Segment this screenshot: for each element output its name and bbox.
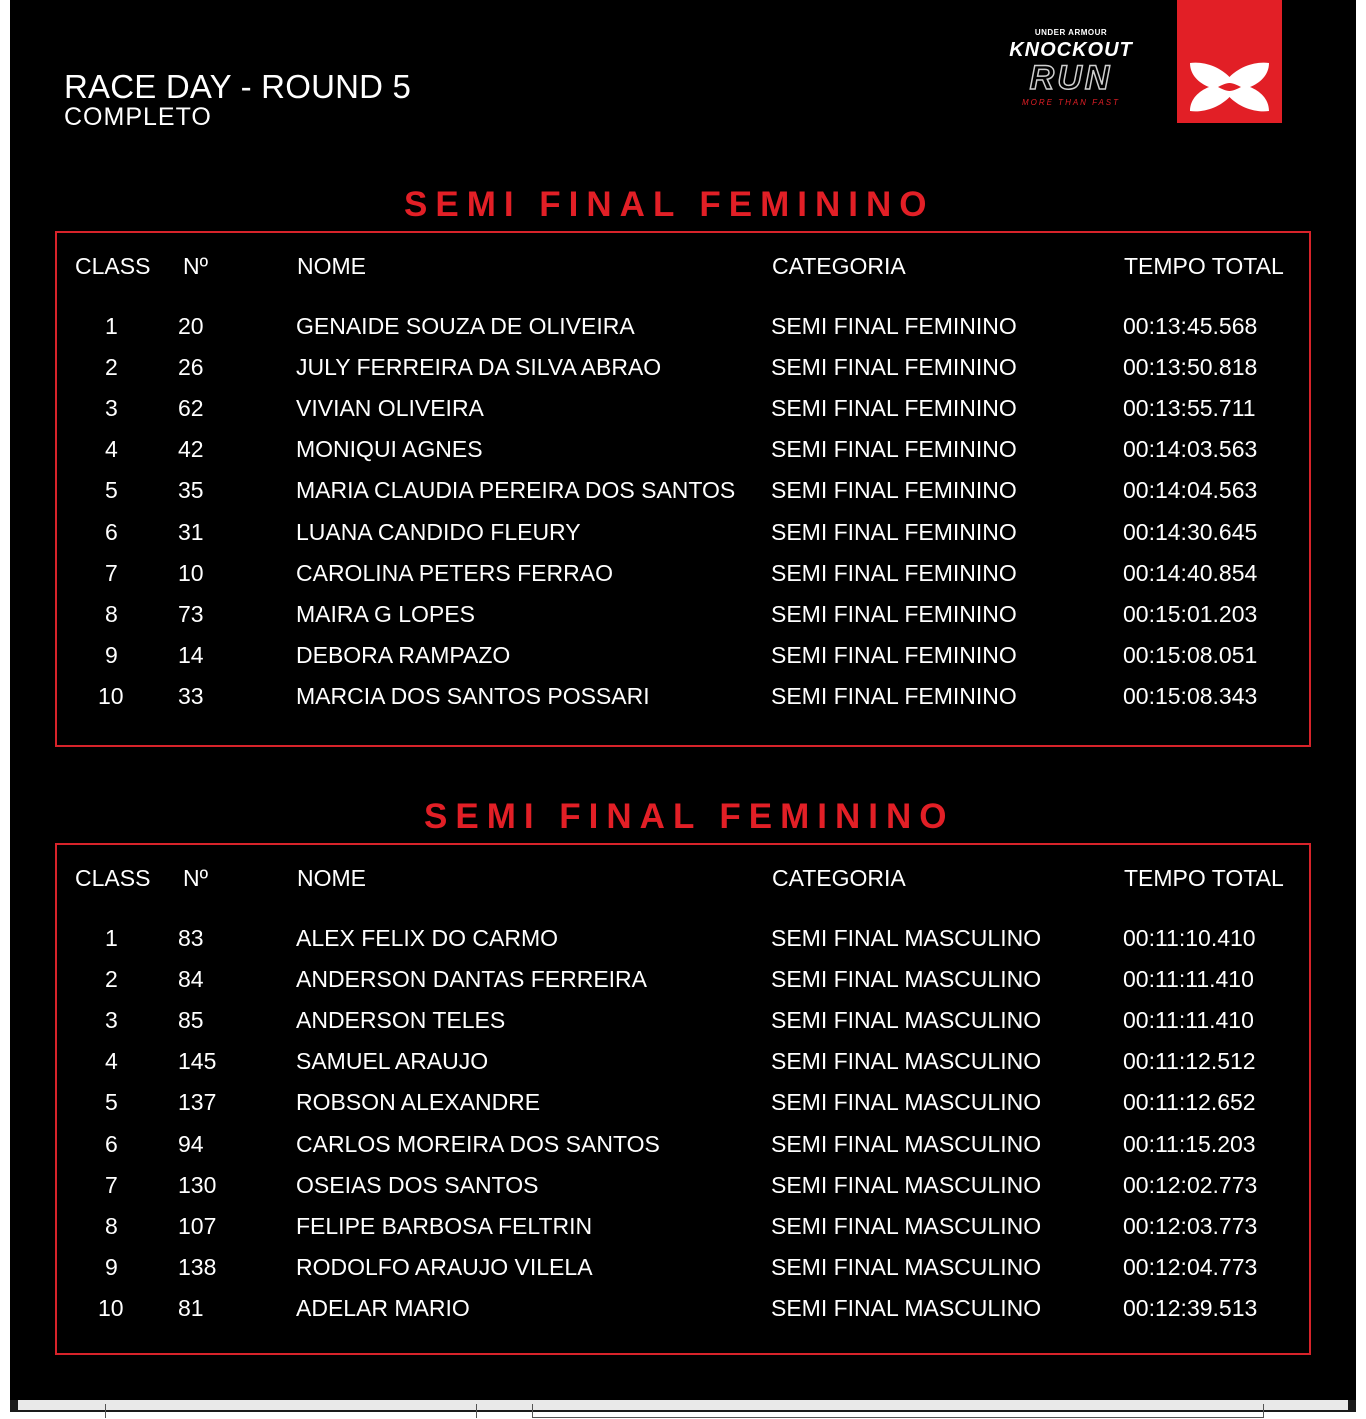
cell-name: VIVIAN OLIVEIRA	[296, 395, 484, 422]
cell-pos: 9	[105, 1253, 118, 1280]
logo-brand-line2: RUN	[1029, 59, 1113, 97]
column-header-time: TEMPO TOTAL	[1124, 865, 1284, 891]
cell-num: 35	[178, 477, 204, 504]
logo-brand-small: UNDER ARMOUR	[1034, 28, 1108, 37]
table-row	[57, 560, 1309, 601]
cell-category: SEMI FINAL MASCULINO	[771, 1171, 1042, 1198]
cell-num: 20	[178, 313, 204, 339]
cell-pos: 2	[105, 354, 118, 381]
cell-time: 00:12:02.773	[1123, 1171, 1258, 1198]
cell-num: 137	[178, 1089, 217, 1116]
cell-category: SEMI FINAL FEMININO	[771, 436, 1017, 463]
cell-pos: 1	[105, 313, 118, 339]
under-armour-logo-icon	[1188, 61, 1271, 113]
cell-time: 00:11:12.652	[1123, 1089, 1256, 1116]
cell-category: SEMI FINAL FEMININO	[771, 559, 1017, 586]
cell-category: SEMI FINAL MASCULINO	[771, 925, 1042, 951]
cell-num: 31	[178, 518, 204, 545]
cell-category: SEMI FINAL FEMININO	[771, 354, 1017, 381]
cell-pos: 8	[105, 1212, 118, 1239]
cell-pos: 5	[105, 477, 118, 504]
cell-time: 00:14:04.563	[1123, 477, 1258, 504]
cell-time: 00:15:08.051	[1123, 641, 1258, 668]
cell-num: 81	[178, 1294, 204, 1321]
cell-category: SEMI FINAL MASCULINO	[771, 1253, 1042, 1280]
section-title: SEMI FINAL FEMININO	[404, 185, 935, 224]
table-row	[57, 395, 1309, 436]
column-header-category: CATEGORIA	[772, 253, 906, 279]
cell-num: 85	[178, 1007, 204, 1034]
cell-num: 138	[178, 1253, 217, 1280]
column-header-class: CLASS	[75, 865, 151, 891]
cell-num: 10	[178, 559, 204, 586]
cell-time: 00:12:04.773	[1123, 1253, 1258, 1280]
cell-name: OSEIAS DOS SANTOS	[296, 1171, 539, 1198]
table-row	[57, 1048, 1309, 1089]
table-row	[57, 354, 1309, 395]
cell-time: 00:14:30.645	[1123, 518, 1258, 545]
table-row	[57, 436, 1309, 477]
cell-num: 84	[178, 966, 204, 993]
cell-time: 00:14:03.563	[1123, 436, 1258, 463]
table-row	[57, 1213, 1309, 1254]
cell-category: SEMI FINAL MASCULINO	[771, 1130, 1042, 1157]
section-title: SEMI FINAL FEMININO	[424, 797, 955, 836]
cell-name: MARCIA DOS SANTOS POSSARI	[296, 682, 650, 709]
page-title: RACE DAY - ROUND 5	[64, 68, 412, 105]
cell-name: MAIRA G LOPES	[296, 600, 475, 627]
cell-num: 62	[178, 395, 204, 422]
under-armour-logo-box	[1177, 0, 1282, 123]
cell-time: 00:11:10.410	[1123, 925, 1256, 951]
cell-name: MARIA CLAUDIA PEREIRA DOS SANTOS	[296, 477, 736, 504]
cell-name: FELIPE BARBOSA FELTRIN	[296, 1212, 593, 1239]
cell-num: 33	[178, 682, 204, 709]
cell-category: SEMI FINAL FEMININO	[771, 641, 1017, 668]
table-row	[57, 1131, 1309, 1172]
column-header-category: CATEGORIA	[772, 865, 906, 891]
edge-line	[476, 1404, 477, 1418]
cell-time: 00:13:45.568	[1123, 313, 1258, 339]
cell-pos: 4	[105, 436, 118, 463]
column-header-class: CLASS	[75, 253, 151, 279]
cell-time: 00:13:50.818	[1123, 354, 1258, 381]
table-row	[57, 1089, 1309, 1130]
logo-brand-line1: KNOCKOUT	[1009, 39, 1133, 61]
cell-name: ALEX FELIX DO CARMO	[296, 925, 559, 951]
table-row	[57, 966, 1309, 1007]
cell-category: SEMI FINAL FEMININO	[771, 477, 1017, 504]
cell-num: 107	[178, 1212, 217, 1239]
cell-category: SEMI FINAL MASCULINO	[771, 1212, 1042, 1239]
cell-name: JULY FERREIRA DA SILVA ABRAO	[296, 354, 662, 381]
cell-name: SAMUEL ARAUJO	[296, 1048, 489, 1075]
cell-name: ANDERSON DANTAS FERREIRA	[296, 966, 648, 993]
cell-num: 42	[178, 436, 204, 463]
cell-num: 14	[178, 641, 204, 668]
cell-time: 00:13:55.711	[1123, 395, 1256, 422]
table-row	[57, 477, 1309, 518]
table-row	[57, 683, 1309, 724]
table-row	[57, 1172, 1309, 1213]
table-row	[57, 519, 1309, 560]
results-table	[55, 843, 1311, 1355]
cell-pos: 1	[105, 925, 118, 951]
cell-time: 00:11:11.410	[1123, 966, 1254, 993]
cell-name: ADELAR MARIO	[296, 1294, 470, 1321]
cell-category: SEMI FINAL MASCULINO	[771, 1048, 1042, 1075]
table-row	[57, 642, 1309, 683]
cell-name: DEBORA RAMPAZO	[296, 641, 511, 668]
cell-time: 00:12:39.513	[1123, 1294, 1258, 1321]
cell-pos: 9	[105, 641, 118, 668]
edge-line	[105, 1404, 106, 1418]
cell-pos: 6	[105, 1130, 118, 1157]
cell-time: 00:11:15.203	[1123, 1130, 1256, 1157]
cell-num: 94	[178, 1130, 204, 1157]
cell-category: SEMI FINAL FEMININO	[771, 682, 1017, 709]
cell-time: 00:12:03.773	[1123, 1212, 1258, 1239]
table-row	[57, 1295, 1309, 1336]
table-row	[57, 601, 1309, 642]
cell-category: SEMI FINAL FEMININO	[771, 395, 1017, 422]
table-row	[57, 1007, 1309, 1048]
cell-pos: 8	[105, 600, 118, 627]
cell-time: 00:14:40.854	[1123, 559, 1258, 586]
table-row	[57, 1254, 1309, 1295]
cell-pos: 10	[98, 682, 124, 709]
cell-category: SEMI FINAL MASCULINO	[771, 1089, 1042, 1116]
cell-num: 83	[178, 925, 204, 951]
cell-pos: 4	[105, 1048, 118, 1075]
cell-pos: 2	[105, 966, 118, 993]
cell-num: 73	[178, 600, 204, 627]
cell-name: CARLOS MOREIRA DOS SANTOS	[296, 1130, 660, 1157]
cell-name: MONIQUI AGNES	[296, 436, 483, 463]
cell-name: CAROLINA PETERS FERRAO	[296, 559, 613, 586]
cell-time: 00:11:11.410	[1123, 1007, 1254, 1034]
cell-name: ROBSON ALEXANDRE	[296, 1089, 541, 1116]
column-header-time: TEMPO TOTAL	[1124, 253, 1284, 279]
cell-category: SEMI FINAL FEMININO	[771, 518, 1017, 545]
cell-name: LUANA CANDIDO FLEURY	[296, 518, 581, 545]
cell-name: RODOLFO ARAUJO VILELA	[296, 1253, 593, 1280]
column-header-num: Nº	[183, 865, 209, 891]
results-table	[55, 231, 1311, 747]
logo-tagline: MORE THAN FAST	[1021, 98, 1121, 107]
table-row	[57, 925, 1309, 966]
cell-num: 145	[178, 1048, 217, 1075]
cell-category: SEMI FINAL FEMININO	[771, 313, 1017, 339]
column-header-name: NOME	[297, 865, 366, 891]
cell-num: 26	[178, 354, 204, 381]
column-header-name: NOME	[297, 253, 366, 279]
cell-pos: 3	[105, 1007, 118, 1034]
cell-time: 00:11:12.512	[1123, 1048, 1256, 1075]
cell-category: SEMI FINAL MASCULINO	[771, 1007, 1042, 1034]
cell-pos: 10	[98, 1294, 124, 1321]
cell-num: 130	[178, 1171, 217, 1198]
page-subtitle: COMPLETO	[64, 103, 212, 131]
cell-category: SEMI FINAL MASCULINO	[771, 966, 1042, 993]
column-header-num: Nº	[183, 253, 209, 279]
cell-time: 00:15:08.343	[1123, 682, 1258, 709]
cell-name: ANDERSON TELES	[296, 1007, 506, 1034]
edge-box	[532, 1404, 1264, 1418]
cell-time: 00:15:01.203	[1123, 600, 1258, 627]
cell-pos: 5	[105, 1089, 118, 1116]
cell-name: GENAIDE SOUZA DE OLIVEIRA	[296, 313, 635, 339]
cell-pos: 6	[105, 518, 118, 545]
cell-category: SEMI FINAL FEMININO	[771, 600, 1017, 627]
cell-pos: 3	[105, 395, 118, 422]
cell-category: SEMI FINAL MASCULINO	[771, 1294, 1042, 1321]
cell-pos: 7	[105, 559, 118, 586]
knockout-run-logo	[996, 28, 1146, 107]
table-row	[57, 313, 1309, 354]
cell-pos: 7	[105, 1171, 118, 1198]
